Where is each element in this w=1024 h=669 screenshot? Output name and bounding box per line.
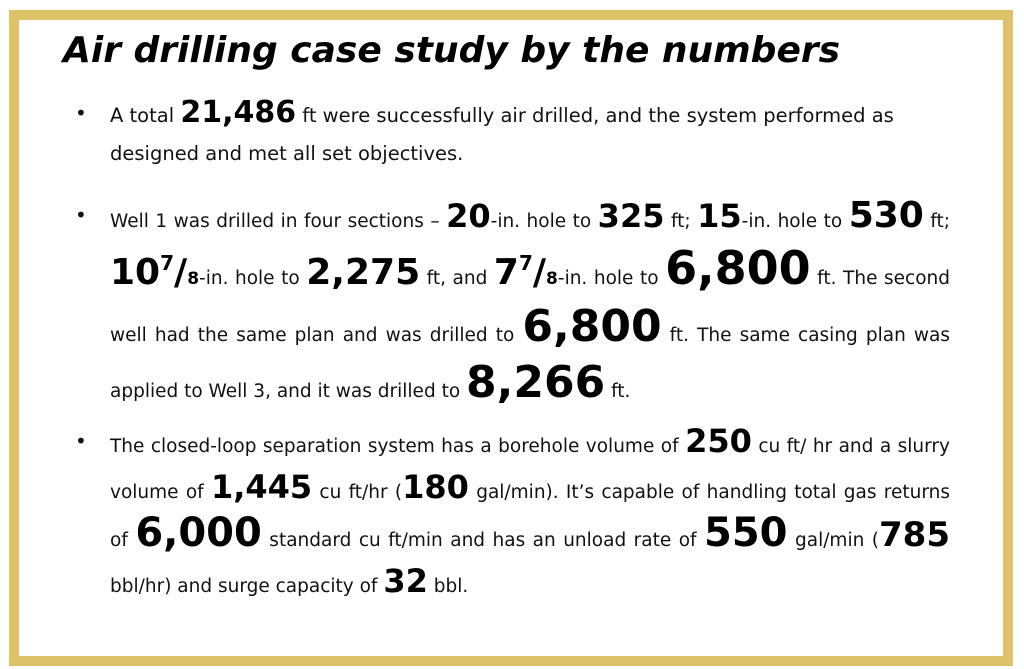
bullet-marker: • xyxy=(75,429,87,453)
fraction-denominator: 8 xyxy=(546,269,558,289)
stat-gas-returns: 6,000 xyxy=(135,510,262,556)
stat-depth-8266: 8,266 xyxy=(466,357,606,408)
text: ft. xyxy=(605,381,631,402)
text: -in. hole to xyxy=(741,211,849,232)
text: ft; xyxy=(923,211,951,232)
text: -in. hole to xyxy=(490,211,598,232)
fact-separation-system xyxy=(70,421,950,607)
text: Well 1 was drilled in four sections – xyxy=(110,211,447,232)
stat-hole-15: 15 xyxy=(697,197,742,235)
stat-hole-7: 7 xyxy=(493,252,519,293)
text: -in. hole to xyxy=(199,268,307,289)
text: A total xyxy=(110,104,181,127)
fact-well-sections xyxy=(70,192,950,415)
bullet-marker: • xyxy=(75,101,87,125)
text: cu ft/hr ( xyxy=(312,482,403,503)
text: ft, and xyxy=(420,268,494,289)
fact-total-footage xyxy=(70,94,950,173)
stat-depth-6800: 6,800 xyxy=(665,241,811,295)
fraction-slash: / xyxy=(174,252,188,293)
text: cu ft/ hr and a slurry volume of xyxy=(110,436,950,503)
text: bbl. xyxy=(427,576,469,597)
fact-list xyxy=(70,94,950,607)
stat-slurry-galmin: 180 xyxy=(402,468,469,506)
stat-depth-6800-well2: 6,800 xyxy=(522,301,662,352)
stat-hole-10: 10 xyxy=(110,252,161,293)
text: gal/min). It’s capable of handling total gas returns of xyxy=(110,482,951,551)
fraction-numerator: 7 xyxy=(160,251,175,275)
text: ft were successfully air drilled, and the system performed as designed and met all set objectives. xyxy=(110,104,894,165)
stat-borehole-volume: 250 xyxy=(685,422,752,460)
text: ft. The same casing plan was applied to Well 3, and it was drilled to xyxy=(110,325,950,402)
stat-unload-rate: 550 xyxy=(704,510,788,556)
fraction-numerator: 7 xyxy=(518,251,533,275)
text: ft; xyxy=(664,211,698,232)
stat-depth-325: 325 xyxy=(597,197,665,235)
text: gal/min ( xyxy=(787,530,880,551)
stat-slurry-volume: 1,445 xyxy=(210,468,313,506)
bullet-marker: • xyxy=(75,203,87,227)
stat-hole-20: 20 xyxy=(446,197,491,235)
stat-unload-bblhr: 785 xyxy=(879,515,950,555)
fraction-slash: / xyxy=(532,252,547,293)
page-title: Air drilling case study by the numbers xyxy=(63,30,841,71)
stat-surge-capacity: 32 xyxy=(383,562,428,600)
fraction-denominator: 8 xyxy=(187,269,200,289)
text: bbl/hr) and surge capacity of xyxy=(110,576,384,597)
text: standard cu ft/min and has an unload rate of xyxy=(261,530,705,551)
stat-depth-530: 530 xyxy=(848,195,924,236)
stat-depth-2275: 2,275 xyxy=(306,252,421,293)
text: -in. hole to xyxy=(557,268,666,289)
text: The closed-loop separation system has a borehole volume of xyxy=(110,436,686,457)
stat-total-ft: 21,486 xyxy=(180,95,297,130)
text: ft. The second well had the same plan and was drilled to xyxy=(110,268,950,346)
